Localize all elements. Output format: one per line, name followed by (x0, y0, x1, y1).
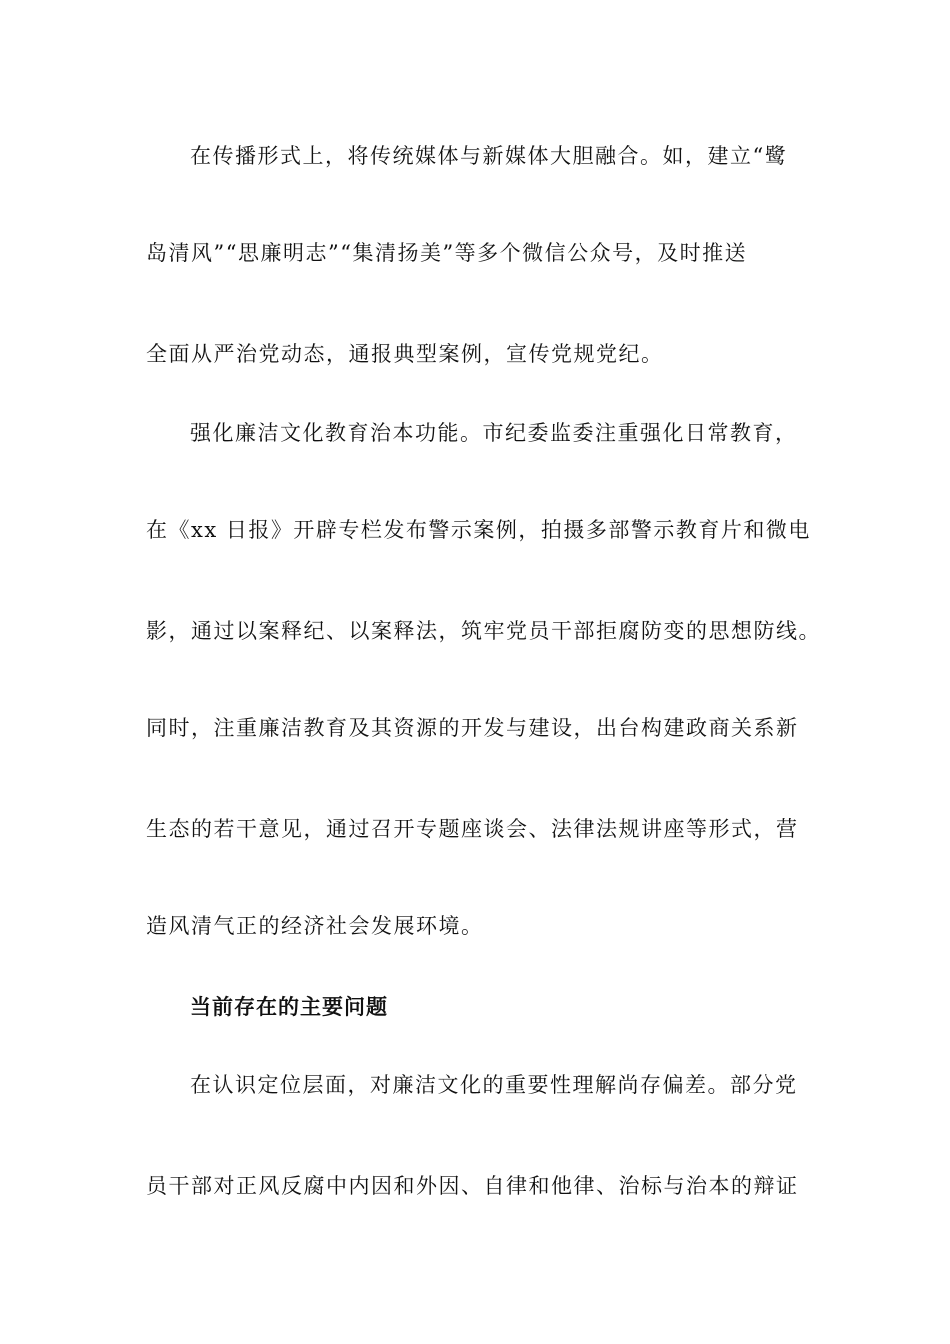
paragraph-line: 生态的若干意见，通过召开专题座谈会、法律法规讲座等形式，营 (146, 817, 799, 841)
paragraph-line: 影，通过以案释纪、以案释法，筑牢党员干部拒腐防变的思想防线。 (146, 619, 821, 643)
paragraph-line: 员干部对正风反腐中内因和外因、自律和他律、治标与治本的辩证 (146, 1174, 799, 1198)
paragraph-line: 在认识定位层面，对廉洁文化的重要性理解尚存偏差。部分党 (190, 1073, 798, 1097)
section-heading: 当前存在的主要问题 (190, 994, 388, 1019)
paragraph-line: 同时，注重廉洁教育及其资源的开发与建设，出台构建政商关系新 (146, 716, 799, 740)
paragraph-line: 强化廉洁文化教育治本功能。市纪委监委注重强化日常教育， (190, 421, 798, 445)
paragraph-line: 岛清风”“思廉明志”“集清扬美”等多个微信公众号，及时推送 (146, 241, 748, 265)
paragraph-line: 造风清气正的经济社会发展环境。 (146, 914, 484, 938)
paragraph-line: 在《xx 日报》开辟专栏发布警示案例，拍摄多部警示教育片和微电 (146, 518, 811, 542)
paragraph-line: 在传播形式上，将传统媒体与新媒体大胆融合。如，建立“鹭 (190, 144, 788, 168)
paragraph-line: 全面从严治党动态，通报典型案例，宣传党规党纪。 (146, 342, 664, 366)
